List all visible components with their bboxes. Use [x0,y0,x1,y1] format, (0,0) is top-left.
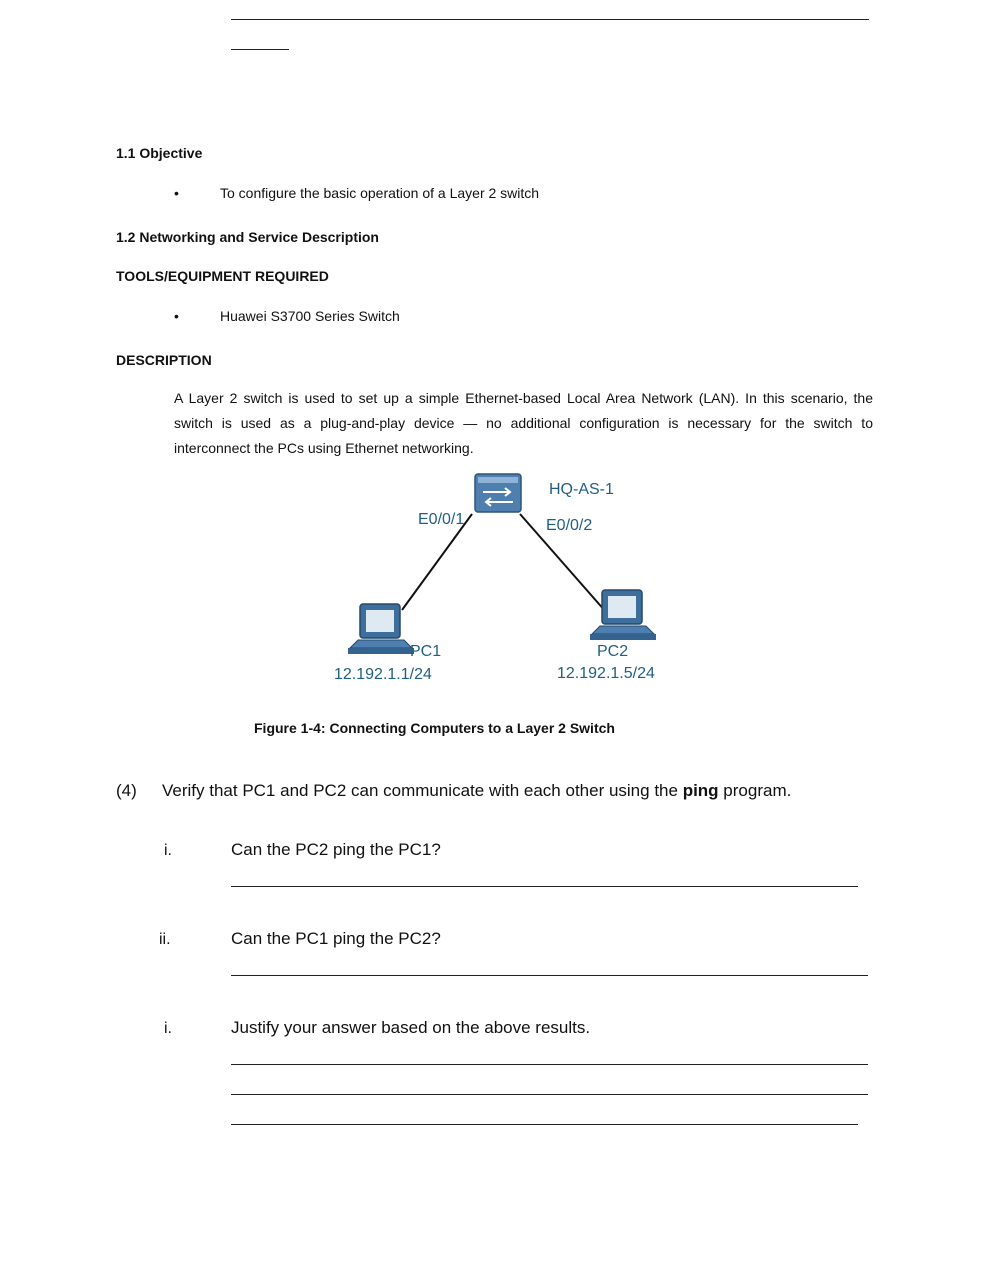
switch-label: HQ-AS-1 [549,481,614,498]
answer-line [231,975,868,976]
question-text: Can the PC1 ping the PC2? [231,929,441,948]
answer-line [231,49,289,50]
networking-heading: 1.2 Networking and Service Description [116,229,379,245]
pc2-icon [590,590,656,640]
bullet-icon: • [174,185,179,201]
port-right-label: E0/0/2 [546,517,593,534]
question-number: ii. [159,931,171,948]
pc2-ip-label: 12.192.1.5/24 [557,665,655,682]
step-text [162,781,791,801]
description-paragraph: A Layer 2 switch is used to set up a simple Ethernet-based Local Area Network (LAN). In this scenario, the switch is used as a plug-and-play device — no additional configuration is necessary for the switch to interconnect the PCs using Ethernet networking. [174,390,873,456]
step-text-before: Verify that PC1 and PC2 can communicate with each other using the [162,781,683,800]
answer-line [231,1124,858,1125]
question-number: i. [164,842,172,859]
pc1-icon [348,604,414,654]
question-text: Can the PC2 ping the PC1? [231,840,441,859]
step-text-after: program. [718,781,792,800]
port-left-label: E0/0/1 [418,511,465,528]
pc1-label: PC1 [410,643,442,660]
bullet-icon: • [174,308,179,324]
pc1-ip-label: 12.192.1.1/24 [334,666,432,683]
answer-line [231,19,869,20]
question-text: Justify your answer based on the above results. [231,1018,591,1037]
step-text-bold: ping [682,781,719,800]
tools-item: Huawei S3700 Series Switch [220,308,400,324]
answer-line [231,886,858,887]
objective-heading: 1.1 Objective [116,145,203,161]
tools-heading: TOOLS/EQUIPMENT REQUIRED [116,268,329,284]
switch-icon [475,474,521,512]
answer-line [231,1094,868,1095]
pc2-label: PC2 [597,643,629,660]
description-heading: DESCRIPTION [116,352,212,368]
question-number: i. [164,1020,172,1037]
step-number: (4) [116,781,137,800]
figure-caption: Figure 1-4: Connecting Computers to a Layer 2 Switch [254,720,615,736]
objective-item: To configure the basic operation of a Layer 2 switch [220,185,540,201]
answer-line [231,1064,868,1065]
